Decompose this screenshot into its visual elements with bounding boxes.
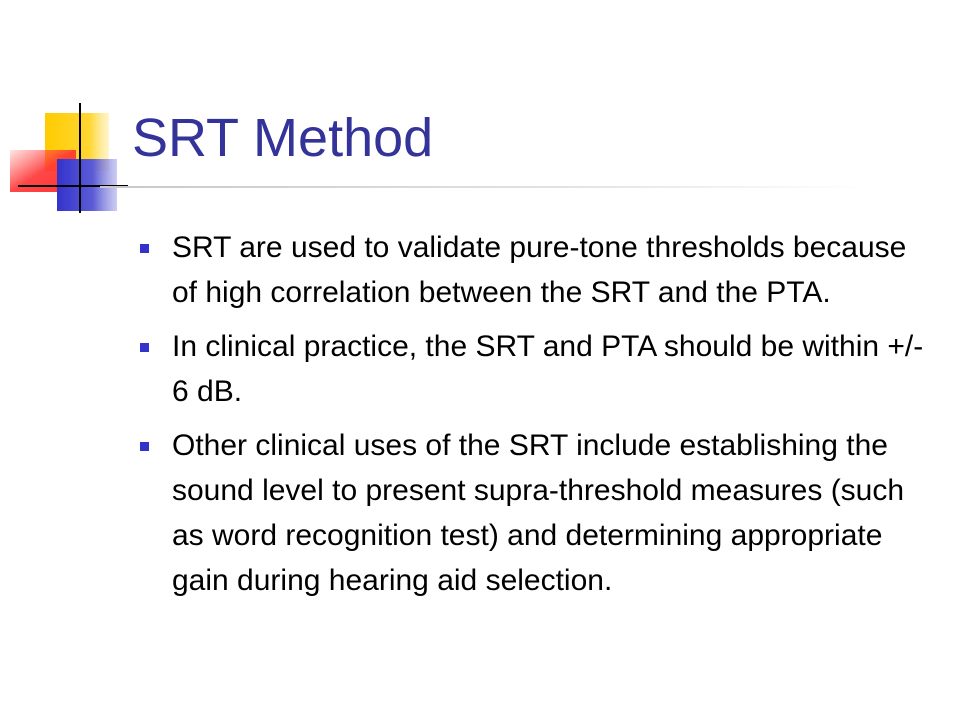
square-bullet-icon — [140, 442, 149, 451]
list-item — [135, 324, 935, 414]
bullet-text: Other clinical uses of the SRT include establishing the sound level to present supra-threshold measures (such as word recognition test) and determining appropriate gain during hearing aid selection. — [172, 429, 905, 597]
list-item — [135, 423, 935, 603]
square-bullet-icon — [140, 244, 149, 253]
slide-title: SRT Method — [132, 108, 434, 168]
title-divider — [100, 186, 870, 188]
list-item — [135, 225, 935, 315]
square-bullet-icon — [140, 343, 149, 352]
bullet-text: In clinical practice, the SRT and PTA should be within +/- 6 dB. — [172, 330, 924, 408]
bullet-list — [135, 225, 935, 612]
decorative-logo-icon — [0, 95, 140, 220]
bullet-text: SRT are used to validate pure-tone thresholds because of high correlation between the SRT and the PTA. — [172, 231, 907, 309]
